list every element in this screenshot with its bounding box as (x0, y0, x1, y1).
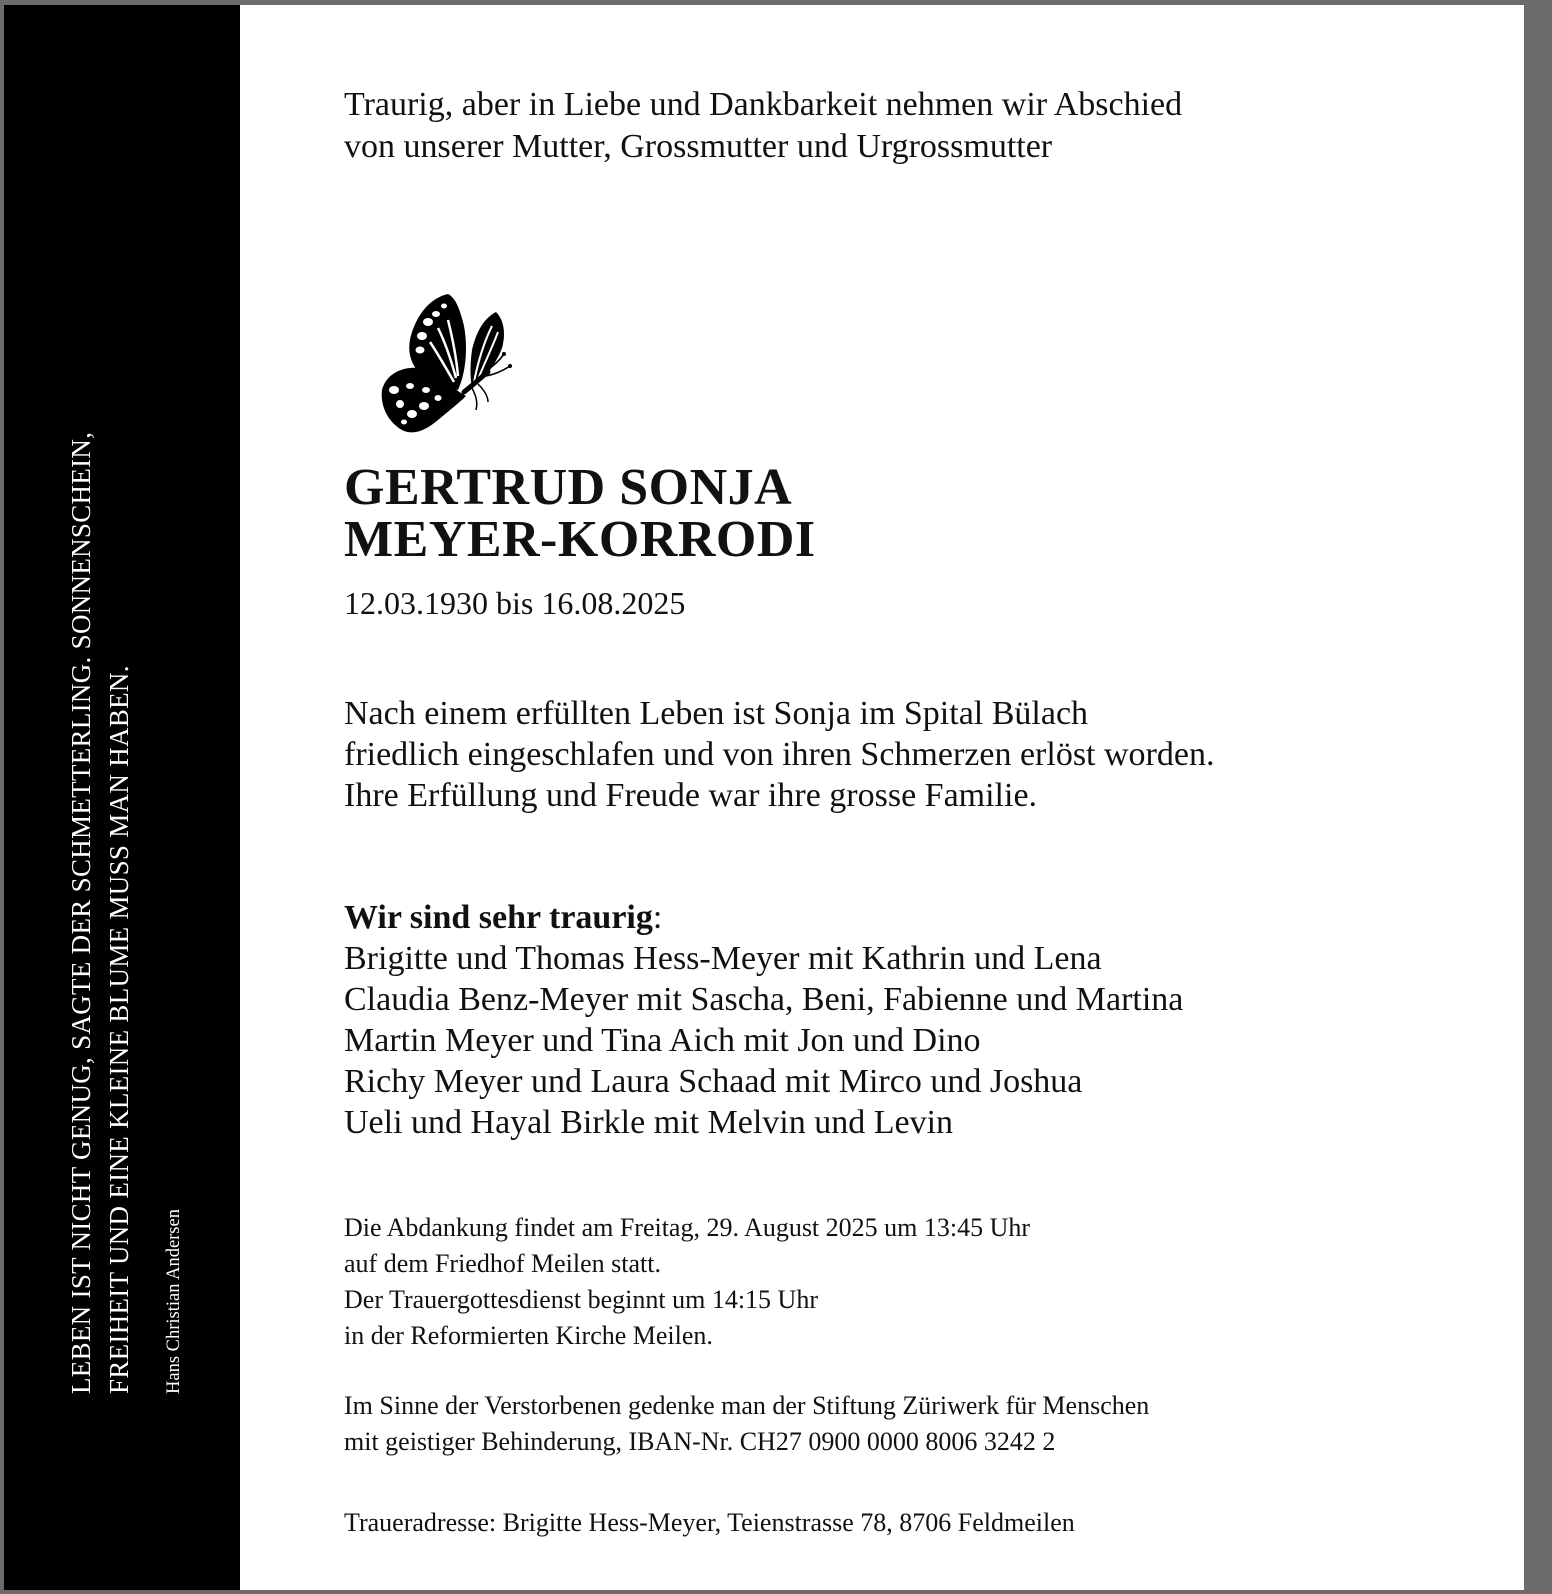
intro-line-1: Traurig, aber in Liebe und Dankbarkeit nehmen wir Abschied (344, 86, 1183, 123)
family-member: Claudia Benz-Meyer mit Sascha, Beni, Fabienne und Martina (344, 981, 1184, 1018)
donation-info (344, 1388, 1149, 1460)
family-member: Ueli und Hayal Birkle mit Melvin und Levin (344, 1104, 954, 1141)
service-info (344, 1210, 1030, 1354)
deceased-name (344, 459, 816, 568)
service-line-3: Der Trauergottesdienst beginnt um 14:15 Uhr (344, 1285, 818, 1314)
life-dates: 12.03.1930 bis 16.08.2025 (344, 585, 686, 621)
body-line-3: Ihre Erfüllung und Freude war ihre grosse Familie. (344, 777, 1038, 814)
body-line-1: Nach einem erfüllten Leben ist Sonja im Spital Bülach (344, 695, 1089, 732)
body-text (344, 693, 1214, 816)
family-member: Brigitte und Thomas Hess-Meyer mit Kathrin und Lena (344, 940, 1102, 977)
mourning-address: Traueradresse: Brigitte Hess-Meyer, Teienstrasse 78, 8706 Feldmeilen (344, 1508, 1075, 1537)
rotated-author (4, 5, 240, 1590)
family-member: Richy Meyer und Laura Schaad mit Mirco und Joshua (344, 1063, 1083, 1100)
family-heading-colon: : (652, 899, 663, 936)
service-line-2: auf dem Friedhof Meilen statt. (344, 1249, 661, 1278)
quote-line-2: FREIHEIT UND EINE KLEINE BLUME MUSS MAN HABEN. (104, 665, 134, 1394)
author-sidebar (4, 5, 240, 1590)
donation-line-1: Im Sinne der Verstorbenen gedenke man der Stiftung Züriwerk für Menschen (344, 1391, 1150, 1420)
donation-line-2: mit geistiger Behinderung, IBAN-Nr. CH27 0900 0000 8006 3242 2 (344, 1427, 1056, 1456)
quote-line-1: LEBEN IST NICHT GENUG, SAGTE DER SCHMETTERLING. SONNENSCHEIN, (66, 431, 96, 1394)
body-line-2: friedlich eingeschlafen und von ihren Schmerzen erlöst worden. (344, 736, 1215, 773)
name-line-1: GERTRUD SONJA (344, 459, 793, 516)
intro-line-2: von unserer Mutter, Grossmutter und Urgrossmutter (344, 128, 1053, 165)
butterfly-icon (380, 292, 520, 440)
family-heading: Wir sind sehr traurig (344, 899, 653, 936)
name-line-2: MEYER-KORRODI (344, 511, 816, 568)
family-heading-line (344, 897, 1183, 938)
family-list (344, 897, 1183, 1143)
intro-text (344, 84, 1182, 168)
service-line-1: Die Abdankung findet am Freitag, 29. August 2025 um 13:45 Uhr (344, 1213, 1031, 1242)
service-line-4: in der Reformierten Kirche Meilen. (344, 1321, 713, 1350)
quote-author: Hans Christian Andersen (164, 1209, 184, 1394)
family-member: Martin Meyer und Tina Aich mit Jon und Dino (344, 1022, 981, 1059)
